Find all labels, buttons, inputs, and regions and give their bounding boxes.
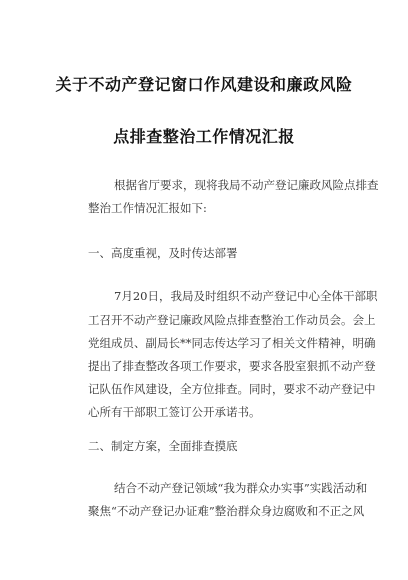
section-2-line-2: 聚焦“不动产登记办证难”整治群众身边腐败和不正之风 bbox=[88, 504, 365, 518]
section-1-line-6: 心所有干部职工签订公开承诺书。 bbox=[88, 405, 261, 419]
section-1-line-3: 党组成员、副局长**同志传达学习了相关文件精神，明确 bbox=[88, 336, 376, 350]
document-title-line-2: 点排查整治工作情况汇报 bbox=[113, 127, 295, 146]
section-1-line-1: 7月20日，我局及时组织不动产登记中心全体干部职 bbox=[114, 289, 378, 303]
section-1-line-4: 提出了排查整改各项工作要求，要求各股室狠抓不动产登 bbox=[88, 359, 376, 373]
intro-paragraph-line-1: 根据省厅要求，现将我局不动产登记廉政风险点排查 bbox=[114, 178, 379, 192]
intro-paragraph-line-2: 整治工作情况汇报如下: bbox=[88, 201, 207, 215]
section-2-line-1: 结合不动产登记领域“我为群众办实事”实践活动和 bbox=[114, 481, 368, 495]
section-1-line-2: 工召开不动产登记廉政风险点排查整治工作动员会。会上 bbox=[88, 313, 376, 327]
section-2-heading: 二、制定方案，全面排查摸底 bbox=[88, 439, 238, 453]
section-1-heading: 一、高度重视，及时传达部署 bbox=[88, 246, 238, 260]
section-1-line-5: 记队伍作风建设，全方位排查。同时，要求不动产登记中 bbox=[88, 382, 376, 396]
document-title-line-1: 关于不动产登记窗口作风建设和廉政风险 bbox=[55, 75, 353, 94]
